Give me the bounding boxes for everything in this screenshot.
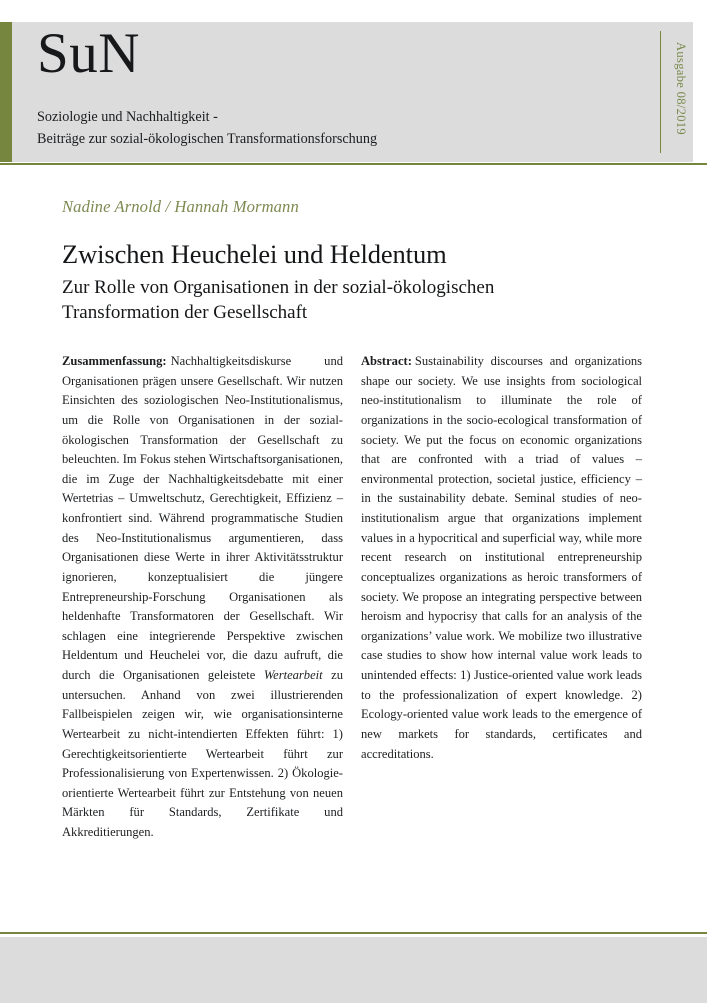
abstract-german-text-part-2: zu untersuchen. Anhand von zwei illustrierenden Fallbeispielen zeigen wir, wie organisationsinterne Wertearbeit zu nicht-intendierten Effekten führt: 1) Gerechtigkeitsorientierte Wertearbeit führt zur Professionalisierung von Expertenwissen. 2) Ökologie-orientierte Wertearbeit führt zur Entstehung von neuen Märkten für Standards, Zertifikate und Akkreditierungen. <box>62 668 344 839</box>
article-subtitle: Zur Rolle von Organisationen in der sozial-ökologischen Transformation der Gesellschaft <box>62 276 495 324</box>
issue-divider-rule <box>660 31 662 153</box>
journal-subtitle-line-1: Soziologie und Nachhaltigkeit - <box>37 109 218 125</box>
issue-label <box>669 31 691 155</box>
abstract-english <box>361 352 642 843</box>
journal-subtitle-line-2: Beiträge zur sozial-ökologischen Transformationsforschung <box>37 130 378 147</box>
abstract-german <box>62 352 343 843</box>
abstract-english-label: Abstract: <box>361 354 412 368</box>
footer-top-rule <box>0 932 707 934</box>
masthead-bottom-rule <box>0 163 707 165</box>
abstract-german-label: Zusammenfassung: <box>62 354 167 368</box>
article-header <box>62 196 652 326</box>
abstract-german-emphasis-wertearbeit: Wertearbeit <box>263 668 323 682</box>
abstract-columns <box>62 352 642 843</box>
masthead-banner <box>0 22 693 162</box>
abstract-english-text: Sustainability discourses and organizations shape our society. We use insights from sociological neo-institutionalism to illuminate the role of organizations in the socio-ecological transformation of society. We put the focus on economic organizations that are confronted with a triad of values – environmental protection, societal justice, efficiency – in the sustainability debate. Seminal studies of neo-institutionalism argue that organizations implement values in a hypocritical and superficial way, while more recent research on institutional entrepreneurship conceptualizes organizations as heroic transformers of society. We propose an integrating perspective between heroism and hypocrisy that calls for an analysis of the organizations’ value work. We mobilize two illustrative case studies to show how internal value work leads to unintended effects: 1) Justice-oriented value work leads to the professionalization of expert knowledge. 2) Ecology-oriented value work leads to the emergence of new markets for standards, certificates and accreditations. <box>361 354 642 761</box>
abstract-german-text-part-1: Nachhaltigkeitsdiskurse und Organisationen prägen unsere Gesellschaft. Wir nutzen Einsichten des soziologischen Neo-Institutionalismus, um die Rolle von Organisationen in der sozial-ökologischen Transformation der Gesellschaft zu beleuchten. Im Fokus stehen Wirtschaftsorganisationen, die im Zuge der Nachhaltigkeitsdebatte mit einer Wertetrias – Umweltschutz, Gerechtigkeit, Effizienz – konfrontiert sind. Während programmatische Studien des Neo-Institutionalismus argumentieren, dass Organisationen diese Werte in ihrer Aktivitätsstruktur ignorieren, konzeptualisiert die jüngere Entrepreneurship-Forschung Organisationen als heldenhafte Transformatoren der Gesellschaft. Wir schlagen eine integrierende Perspektive zwischen Heldentum und Heuchelei vor, die dazu aufruft, die durch die Organisationen geleistete <box>62 354 343 682</box>
article-title-block <box>62 238 652 326</box>
article-authors: Nadine Arnold / Hannah Mormann <box>62 197 299 216</box>
page-title: Zwischen Heuchelei und Heldentum <box>62 238 447 269</box>
masthead-content <box>12 22 693 162</box>
issue-label-text: Ausgabe 08/2019 <box>673 42 688 135</box>
journal-logo: SuN <box>37 22 140 85</box>
footer-band <box>0 937 707 1003</box>
journal-subtitle <box>37 107 377 150</box>
